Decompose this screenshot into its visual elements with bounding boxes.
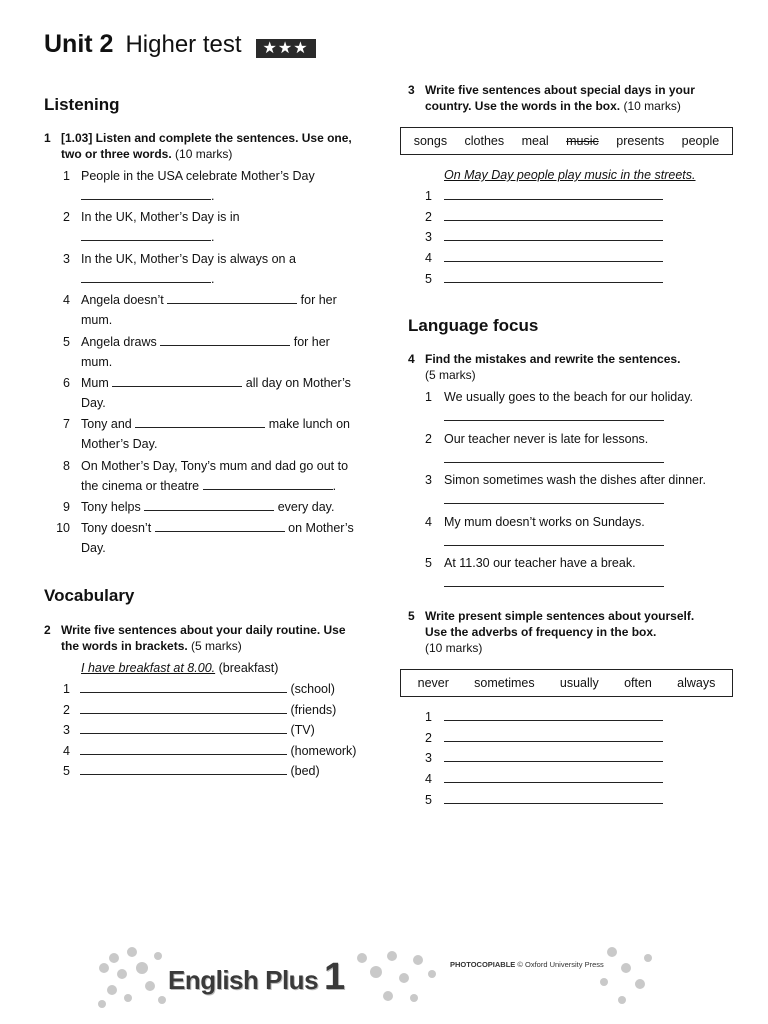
answer-line (444, 490, 664, 510)
item-number: 3 (425, 473, 432, 487)
listening-heading: Listening (44, 95, 120, 114)
item-line (81, 518, 354, 538)
item-text: on Mother’s (288, 521, 354, 535)
copyright-notice (450, 960, 604, 969)
answer-line (444, 790, 663, 810)
answer-blank (444, 791, 663, 804)
sentence-line (444, 553, 636, 573)
answer-blank (167, 291, 297, 304)
item-number: 3 (63, 252, 70, 266)
box-word: never (417, 676, 449, 690)
unit-label: Unit 2 (44, 30, 114, 58)
incorrect-sentence: My mum doesn’t works on Sundays. (444, 514, 645, 529)
item-number: 3 (425, 751, 432, 766)
difficulty-stars-badge: ★★★ (256, 39, 316, 58)
item-number: 2 (63, 702, 70, 717)
box-word: presents (616, 134, 665, 148)
answer-blank (444, 408, 664, 421)
item-text: Angela doesn’t (81, 293, 164, 307)
incorrect-sentence: Our teacher never is late for lessons. (444, 431, 649, 446)
item-number: 1 (63, 169, 70, 183)
item-line (81, 290, 337, 310)
answer-blank (444, 249, 663, 262)
item-text: . (211, 272, 215, 286)
answer-blank (112, 374, 242, 387)
item-line (81, 393, 106, 413)
question-number: 4 (408, 352, 415, 366)
item-line (81, 456, 348, 476)
sentence-line (444, 512, 645, 532)
answer-blank (144, 498, 274, 511)
brand-level: 1 (324, 956, 345, 998)
item-text: On Mother’s Day, Tony’s mum and dad go out to (81, 459, 349, 473)
answer-blank (444, 574, 664, 587)
question-5-instruction (408, 608, 738, 658)
item-number: 5 (425, 792, 432, 807)
item-number: 8 (63, 459, 70, 473)
item-number: 5 (63, 764, 70, 778)
item-number: 4 (63, 743, 70, 758)
answer-blank (444, 729, 663, 742)
item-line (81, 497, 334, 517)
item-number: 7 (63, 417, 70, 431)
item-text: for her (293, 335, 330, 349)
box-word: clothes (464, 134, 505, 148)
marks-label: (10 marks) (425, 641, 483, 655)
answer-line (444, 407, 664, 427)
item-line (81, 332, 330, 352)
question-2-instruction (44, 622, 364, 656)
item-text: every day. (277, 500, 335, 514)
answer-blank (135, 415, 265, 428)
answer-line (444, 707, 663, 727)
question-text: Find the mistakes and rewrite the sentences. (425, 352, 681, 366)
item-line (81, 434, 157, 454)
answer-blank (444, 208, 663, 221)
item-line (81, 414, 350, 434)
example-sentence (81, 658, 278, 678)
item-line (81, 352, 112, 372)
box-word: meal (521, 134, 549, 148)
publisher-label: © Oxford University Press (517, 960, 604, 969)
answer-blank (80, 721, 287, 734)
answer-line (80, 720, 315, 740)
sentence-line (444, 470, 706, 490)
item-number: 4 (425, 772, 432, 787)
example-text: I have breakfast at 8.00. (81, 661, 216, 675)
item-line (81, 249, 296, 269)
item-line (81, 227, 214, 247)
item-line (81, 166, 315, 186)
answer-line (80, 761, 320, 781)
item-number: 5 (425, 271, 432, 286)
item-text: Tony helps (81, 500, 141, 514)
marks-label: (5 marks) (191, 639, 242, 653)
item-line (81, 476, 336, 496)
item-line (81, 207, 240, 227)
item-text: the cinema or theatre (81, 479, 200, 493)
answer-blank (80, 762, 287, 775)
item-text: In the UK, Mother’s Day is in (81, 210, 240, 224)
answer-line (444, 449, 664, 469)
item-number: 2 (63, 210, 70, 224)
incorrect-sentence: At 11.30 our teacher have a break. (444, 556, 636, 570)
item-number: 1 (425, 189, 432, 203)
item-number: 2 (425, 431, 432, 446)
answer-line (444, 748, 663, 768)
item-text: for her (300, 293, 337, 307)
question-text: Write five sentences about your daily routine. Use the words in brackets. (61, 623, 346, 653)
example-word: (breakfast) (218, 661, 279, 675)
question-3-instruction (408, 82, 738, 116)
answer-line (80, 741, 356, 761)
question-number: 3 (408, 83, 415, 97)
answer-blank (80, 742, 287, 755)
box-word: often (624, 676, 652, 690)
question-text-line-2: Use the adverbs of frequency in the box. (425, 625, 657, 639)
item-text: Day. (81, 541, 106, 555)
box-word: sometimes (474, 676, 535, 690)
box-word: music (566, 134, 599, 148)
item-number: 2 (425, 209, 432, 224)
item-number: 3 (63, 723, 70, 737)
example-text: On May Day people play music in the streets. (444, 168, 696, 182)
page-title (44, 30, 316, 66)
item-text: Mum (81, 376, 109, 390)
answer-blank (155, 519, 285, 532)
answer-blank (160, 333, 290, 346)
item-number: 4 (425, 251, 432, 266)
item-text: People in the USA celebrate Mother’s Day (81, 169, 315, 183)
bracket-word: (school) (290, 682, 335, 696)
answer-line (444, 207, 663, 227)
answer-blank (80, 701, 287, 714)
item-line (81, 186, 214, 206)
answer-blank (444, 533, 664, 546)
item-number: 10 (56, 521, 70, 535)
answer-line (444, 227, 663, 247)
answer-blank (81, 187, 211, 200)
item-number: 1 (63, 682, 70, 696)
answer-blank (444, 450, 664, 463)
item-text: Angela draws (81, 335, 157, 349)
example-sentence (444, 165, 696, 185)
question-text: [1.03] Listen and complete the sentences. Use one, two or three words. (61, 131, 352, 161)
answer-blank (80, 680, 287, 693)
answer-line (444, 573, 664, 593)
item-text: Mother’s Day. (81, 437, 158, 451)
question-text: Write five sentences about special days in your country. Use the words in the box. (425, 83, 695, 113)
brand-logo (168, 956, 345, 999)
test-level-label: Higher test (125, 31, 242, 58)
brand-name: English Plus (168, 965, 319, 995)
bracket-word: (TV) (290, 723, 315, 737)
item-text: Day. (81, 396, 106, 410)
item-number: 4 (425, 514, 432, 529)
item-text: make lunch on (268, 417, 351, 431)
answer-blank (203, 477, 333, 490)
item-text: Tony doesn’t (81, 521, 152, 535)
word-box (400, 669, 733, 697)
item-number: 3 (425, 230, 432, 245)
answer-blank (444, 708, 663, 721)
item-line (81, 538, 106, 558)
item-number: 5 (425, 556, 432, 570)
box-word: always (677, 676, 716, 690)
item-text: . (211, 230, 215, 244)
item-number: 4 (63, 293, 70, 307)
answer-line (80, 700, 336, 720)
answer-blank (444, 270, 663, 283)
bracket-word: (friends) (290, 702, 337, 717)
language-focus-heading: Language focus (408, 316, 539, 335)
question-1-instruction (44, 130, 364, 164)
question-text-line-1: Write present simple sentences about yourself. (425, 609, 695, 623)
answer-blank (444, 491, 664, 504)
item-line (81, 373, 351, 393)
answer-line (444, 248, 663, 268)
item-number: 9 (63, 500, 70, 514)
item-number: 1 (425, 390, 432, 404)
item-text: all day on Mother’s (245, 376, 351, 390)
sentence-line (444, 429, 648, 449)
item-number: 2 (425, 730, 432, 745)
answer-line (444, 769, 663, 789)
answer-blank (81, 228, 211, 241)
incorrect-sentence: Simon sometimes wash the dishes after dinner. (444, 473, 706, 487)
marks-label: (10 marks) (623, 99, 681, 113)
item-number: 1 (425, 710, 432, 724)
answer-line (444, 186, 663, 206)
answer-blank (444, 770, 663, 783)
item-text: . (211, 189, 215, 203)
question-4-instruction (408, 351, 738, 385)
vocabulary-heading: Vocabulary (44, 586, 135, 605)
question-number: 1 (44, 131, 51, 145)
item-text: In the UK, Mother’s Day is always on a (81, 252, 296, 266)
item-text: mum. (81, 355, 113, 369)
sentence-line (444, 387, 693, 407)
answer-blank (444, 749, 663, 762)
incorrect-sentence: We usually goes to the beach for our holiday. (444, 390, 693, 404)
marks-label: (10 marks) (175, 147, 233, 161)
marks-label: (5 marks) (425, 368, 476, 382)
bracket-word: (homework) (290, 743, 357, 758)
item-text: Tony and (81, 417, 132, 431)
answer-blank (81, 270, 211, 283)
answer-line (444, 728, 663, 748)
answer-line (444, 532, 664, 552)
item-text: mum. (81, 313, 113, 327)
bracket-word: (bed) (290, 764, 320, 778)
footer (92, 938, 662, 1014)
question-number: 5 (408, 609, 415, 623)
box-word: people (681, 134, 720, 148)
item-number: 6 (63, 376, 70, 390)
word-box (400, 127, 733, 155)
item-line (81, 269, 214, 289)
question-number: 2 (44, 623, 51, 637)
answer-blank (444, 228, 663, 241)
item-line (81, 310, 112, 330)
answer-line (80, 679, 335, 699)
answer-line (444, 269, 663, 289)
photocopiable-label: PHOTOCOPIABLE (450, 960, 516, 969)
box-word: usually (559, 676, 599, 690)
answer-blank (444, 187, 663, 200)
item-number: 5 (63, 335, 70, 349)
item-text: . (332, 479, 337, 493)
box-word: songs (413, 134, 448, 148)
